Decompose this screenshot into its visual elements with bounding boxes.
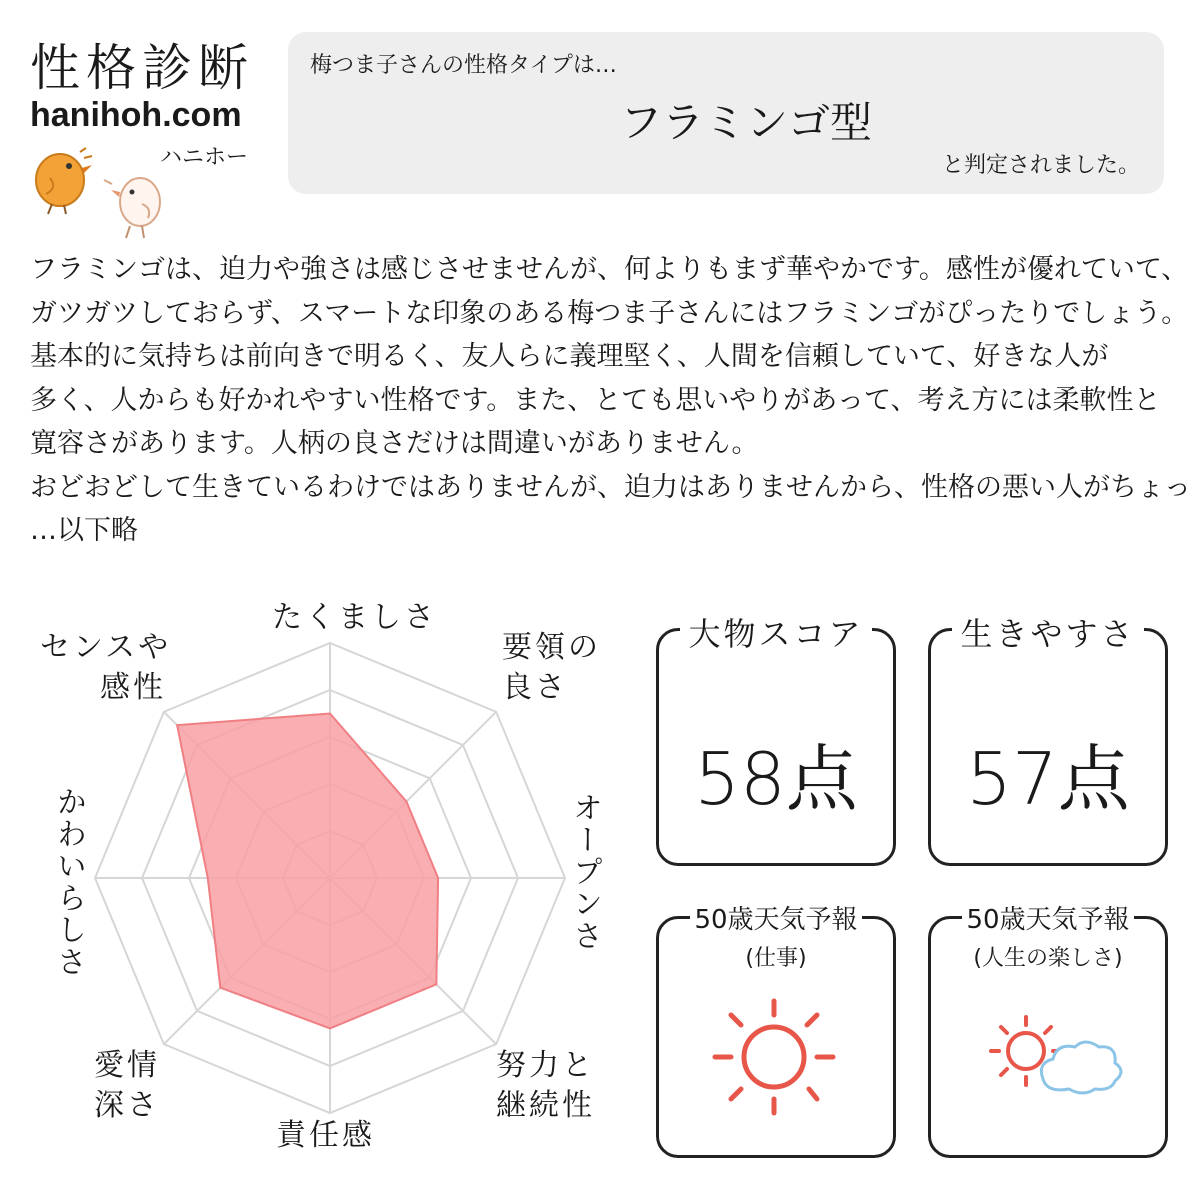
radar-axis-label: センスや 感性: [40, 630, 172, 705]
radar-axis-label: かわいらしさ: [51, 786, 86, 978]
result-intro: 梅つま子さんの性格タイプは…: [310, 53, 617, 78]
white-chick-icon: [104, 178, 160, 238]
forecast-title: 50歳天気予報: [962, 905, 1133, 935]
score-title: 大物スコア: [680, 615, 871, 653]
chick-mascot-icon: [20, 140, 170, 240]
ease-of-living-score-card: [928, 615, 1168, 866]
forecast-title: 50歳天気予報: [690, 905, 861, 935]
site-title: 性格診断: [30, 39, 254, 97]
radar-axis-label: たくましさ: [272, 600, 437, 635]
sun-icon: [659, 979, 893, 1149]
life-enjoyment-forecast-card: [928, 905, 1168, 1158]
orange-chick-icon: [36, 148, 92, 214]
description-line: ガツガツしておらず、スマートな印象のある梅つま子さんにはフラミンゴがぴったりでしょう。: [30, 297, 1189, 329]
site-kana: ハニホー: [160, 145, 249, 170]
radar-axis-label: 要領の 良さ: [502, 630, 601, 705]
personality-type: フラミンゴ型: [619, 98, 872, 147]
radar-axis-label: 責任感: [276, 1118, 375, 1153]
score-value: 58点: [694, 737, 858, 821]
description-line: 多く、人からも好かれやすい性格です。また、とても思いやりがあって、考え方には柔軟性と: [30, 384, 1161, 416]
big-shot-score-card: [656, 615, 896, 866]
description-line: 寛容さがあります。人柄の良さだけは間違いがありません。: [30, 428, 759, 459]
description-line: …以下略: [30, 515, 138, 546]
score-title: 生きやすさ: [952, 615, 1143, 653]
radar-axis-label: 努力と 継続性: [496, 1048, 595, 1123]
description-line: フラミンゴは、迫力や強さは感じさせませんが、何よりもまず華やかです。感性が優れていて、: [30, 254, 1189, 285]
sun-cloud-icon: [931, 979, 1165, 1149]
work-forecast-card: [656, 905, 896, 1158]
description-line: 基本的に気持ちは前向きで明るく、友人らに義理堅く、人間を信頼していて、好きな人が: [30, 341, 1109, 372]
score-value: 57点: [966, 737, 1130, 821]
radar-axis-label: オープンさ: [567, 792, 602, 952]
site-domain[interactable]: hanihoh.com: [30, 96, 242, 134]
description-line: おどおどして生きているわけではありませんが、迫力はありませんから、性格の悪い人がちょっ: [30, 471, 1191, 503]
radar-data-area: [177, 714, 438, 1029]
radar-axis-label: 愛情 深さ: [94, 1048, 160, 1123]
result-outro: と判定されました。: [941, 153, 1140, 178]
forecast-subtitle: (人生の楽しさ): [973, 946, 1123, 971]
result-panel: [288, 32, 1164, 194]
forecast-subtitle: (仕事): [745, 946, 807, 971]
description-text: [30, 248, 1191, 553]
